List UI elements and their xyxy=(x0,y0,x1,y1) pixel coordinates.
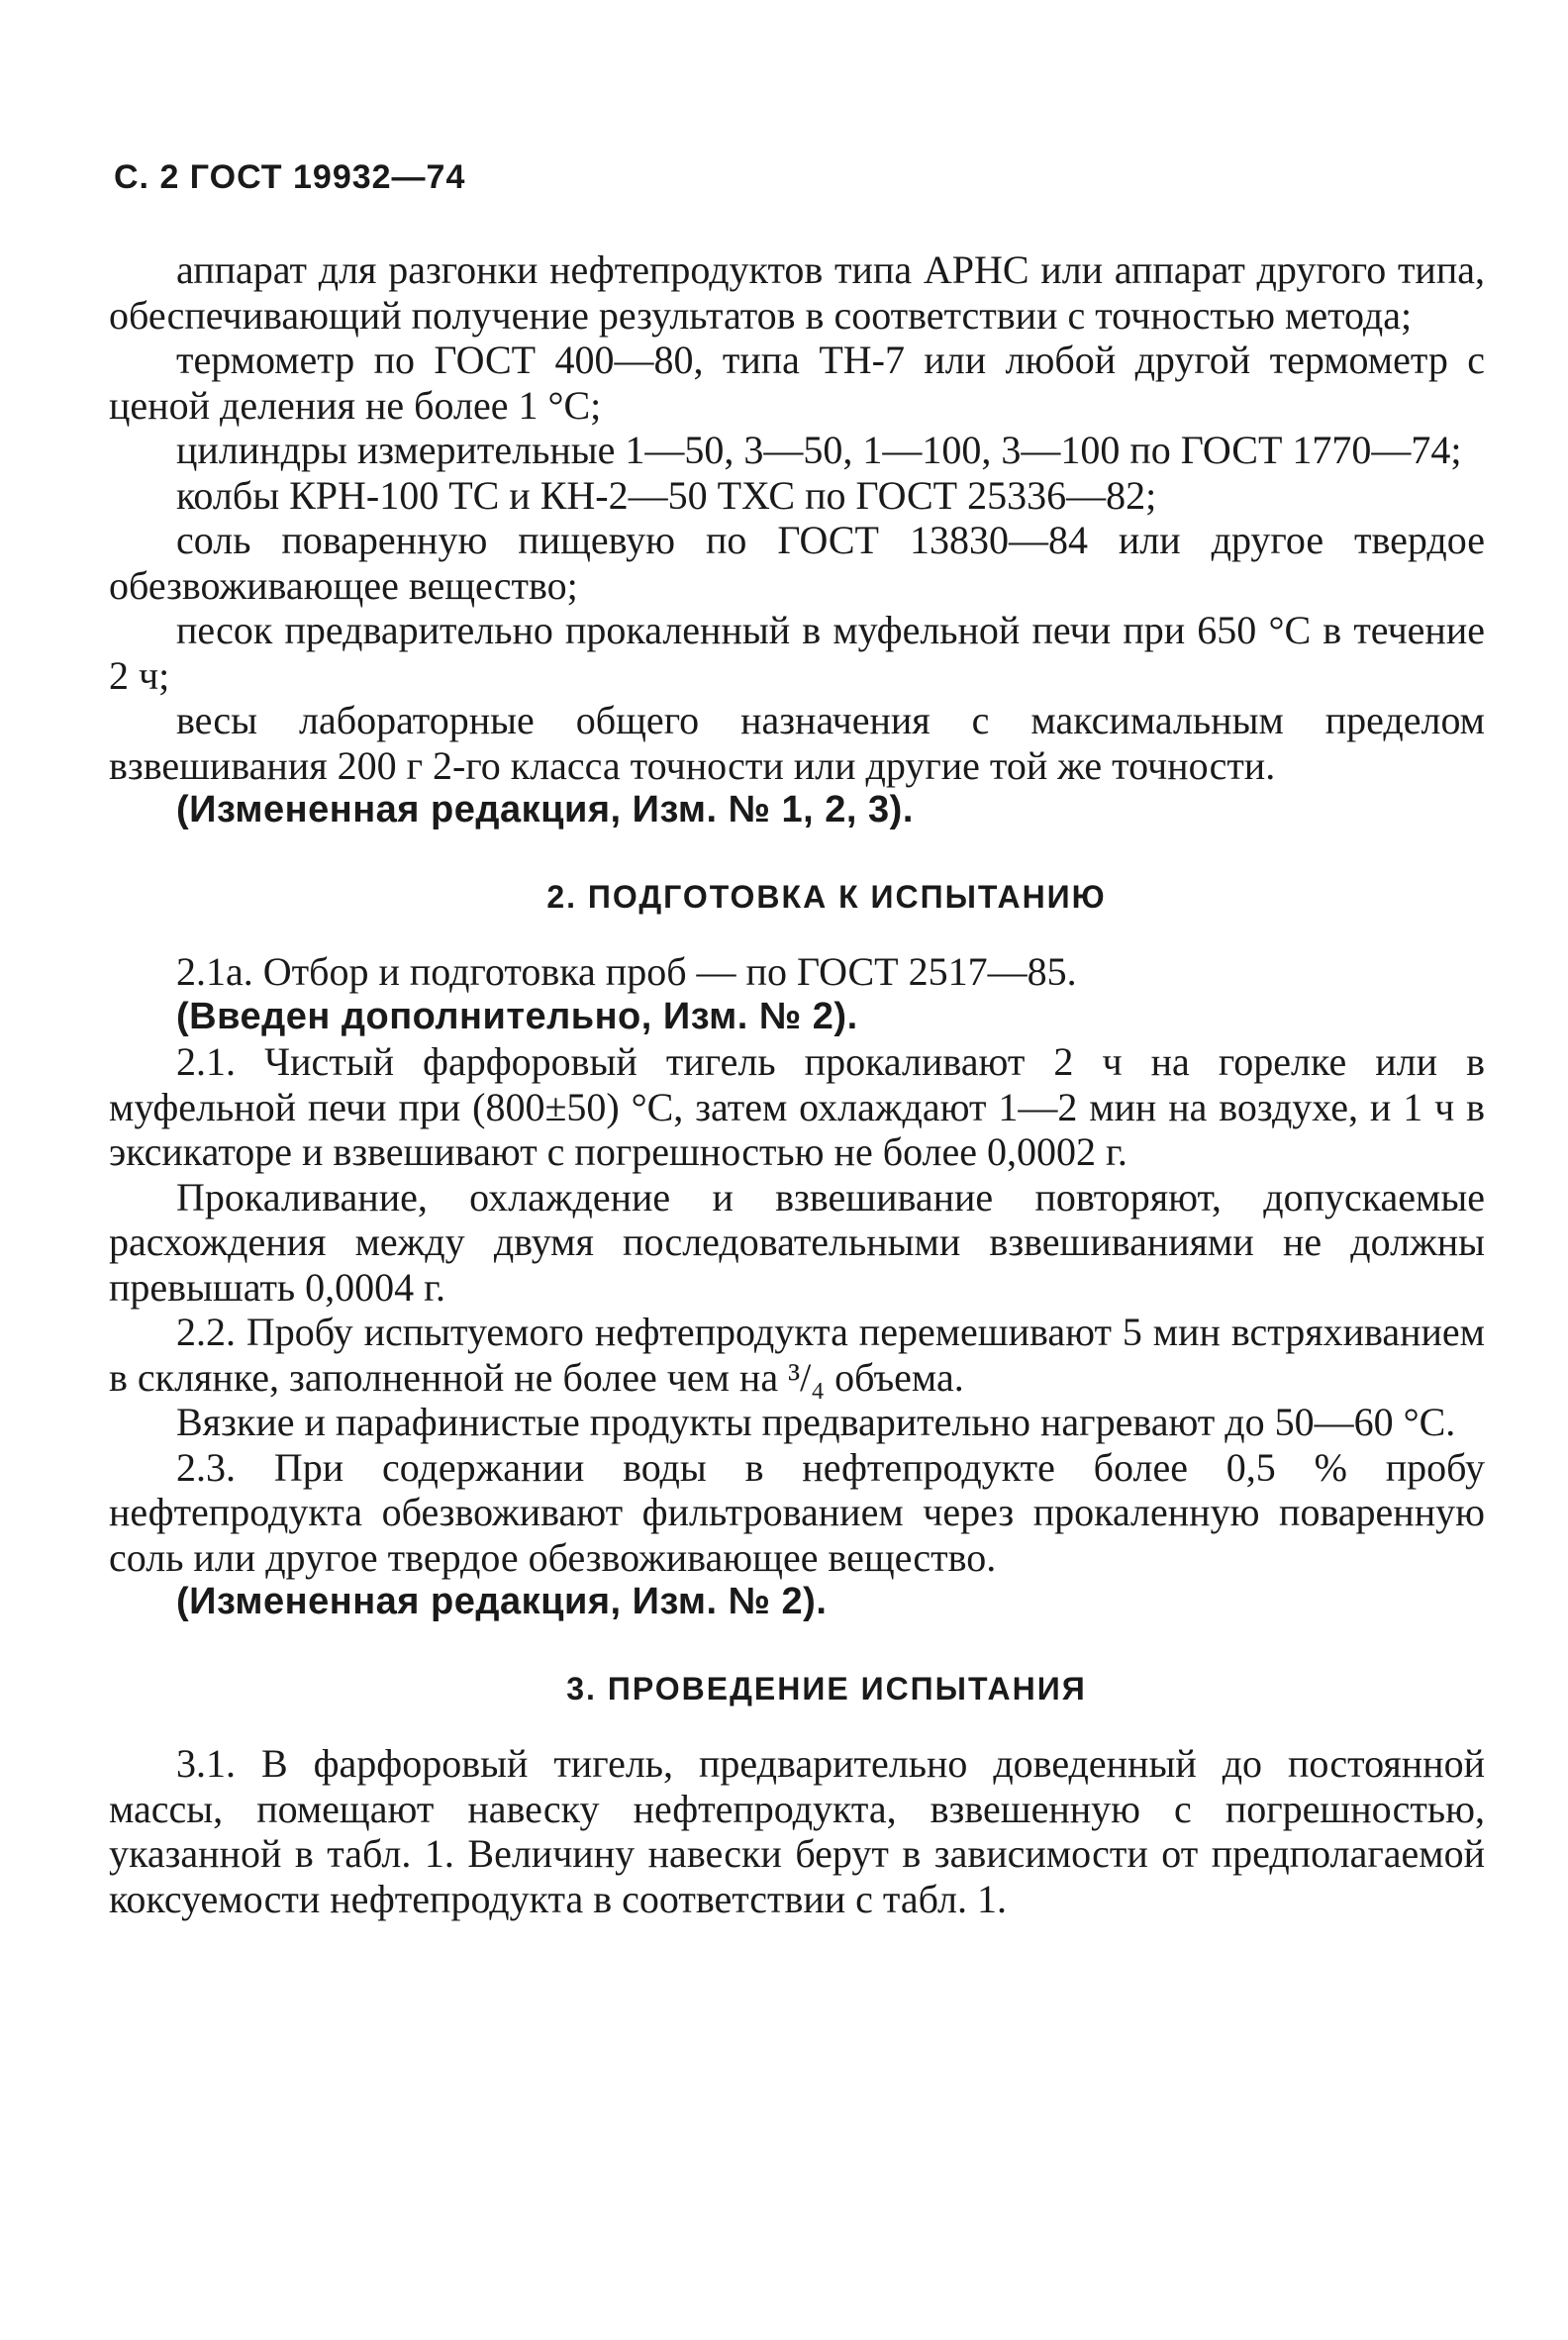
paragraph-3-1: 3.1. В фарфоровый тигель, предварительно доведенный до постоянной массы, помещают навеску нефтепродукта, взвешенную с погрешностью, указанной в табл. 1. Величину навески берут в зависимости от предполагаемой коксуемости нефтепродукта в соответствии с табл. 1. xyxy=(109,1741,1485,1921)
amendment-note-3: (Измененная редакция, Изм. № 2). xyxy=(176,1581,828,1622)
paragraph-2-1-repeat: Прокаливание, охлаждение и взвешивание повторяют, допускаемые расхождения между двумя последовательными взвешиваниями не должны превышать 0,0004 г. xyxy=(109,1174,1485,1310)
amendment-note-2: (Введен дополнительно, Изм. № 2). xyxy=(176,995,858,1037)
paragraph-distillation-apparatus: аппарат для разгонки нефтепродуктов типа АРНС или аппарат другого типа, обеспечивающий получение результатов в соответствии с точностью метода; xyxy=(109,247,1485,338)
document-body xyxy=(109,247,1485,1921)
section-title-preparation: 2. ПОДГОТОВКА К ИСПЫТАНИЮ xyxy=(546,878,1107,915)
paragraph-thermometer: термометр по ГОСТ 400—80, типа ТН-7 или любой другой термометр с ценой деления не более 1 °С; xyxy=(109,338,1485,428)
paragraph-2-2-viscous: Вязкие и парафинистые продукты предварительно нагревают до 50—60 °С. xyxy=(176,1400,1456,1444)
paragraph-table-salt: соль поваренную пищевую по ГОСТ 13830—84 или другое твердое обезвоживающее вещество; xyxy=(109,518,1485,608)
paragraph-2-2: 2.2. Пробу испытуемого нефтепродукта перемешивают 5 мин встряхиванием в склянке, заполненной не более чем на ³/₄ объема. xyxy=(109,1310,1485,1400)
paragraph-scales: весы лабораторные общего назначения с максимальным пределом взвешивания 200 г 2-го класса точности или другие той же точности. xyxy=(109,698,1485,788)
paragraph-2-3: 2.3. При содержании воды в нефтепродукте более 0,5 % пробу нефтепродукта обезвоживают фильтрованием через прокаленную поваренную соль или другое твердое обезвоживающее вещество. xyxy=(109,1444,1485,1580)
paragraph-2-1: 2.1. Чистый фарфоровый тигель прокаливают 2 ч на горелке или в муфельной печи при (800±50) °С, затем охлаждают 1—2 мин на воздухе, и 1 ч в эксикаторе и взвешивают с погрешностью не более 0,0002 г. xyxy=(109,1039,1485,1174)
paragraph-sand: песок предварительно прокаленный в муфельной печи при 650 °С в течение 2 ч; xyxy=(109,608,1485,698)
paragraph-flasks: колбы КРН-100 ТС и КН-2—50 ТХС по ГОСТ 25336—82; xyxy=(176,472,1157,518)
section-title-procedure: 3. ПРОВЕДЕНИЕ ИСПЫТАНИЯ xyxy=(566,1670,1087,1706)
paragraph-measuring-cylinders: цилиндры измерительные 1—50, 3—50, 1—100, 3—100 по ГОСТ 1770—74; xyxy=(176,428,1462,472)
page-header: С. 2 ГОСТ 19932—74 xyxy=(114,158,466,196)
paragraph-2-1a: 2.1а. Отбор и подготовка проб — по ГОСТ 2517—85. xyxy=(176,949,1077,994)
amendment-note-1: (Измененная редакция, Изм. № 1, 2, 3). xyxy=(176,789,914,830)
